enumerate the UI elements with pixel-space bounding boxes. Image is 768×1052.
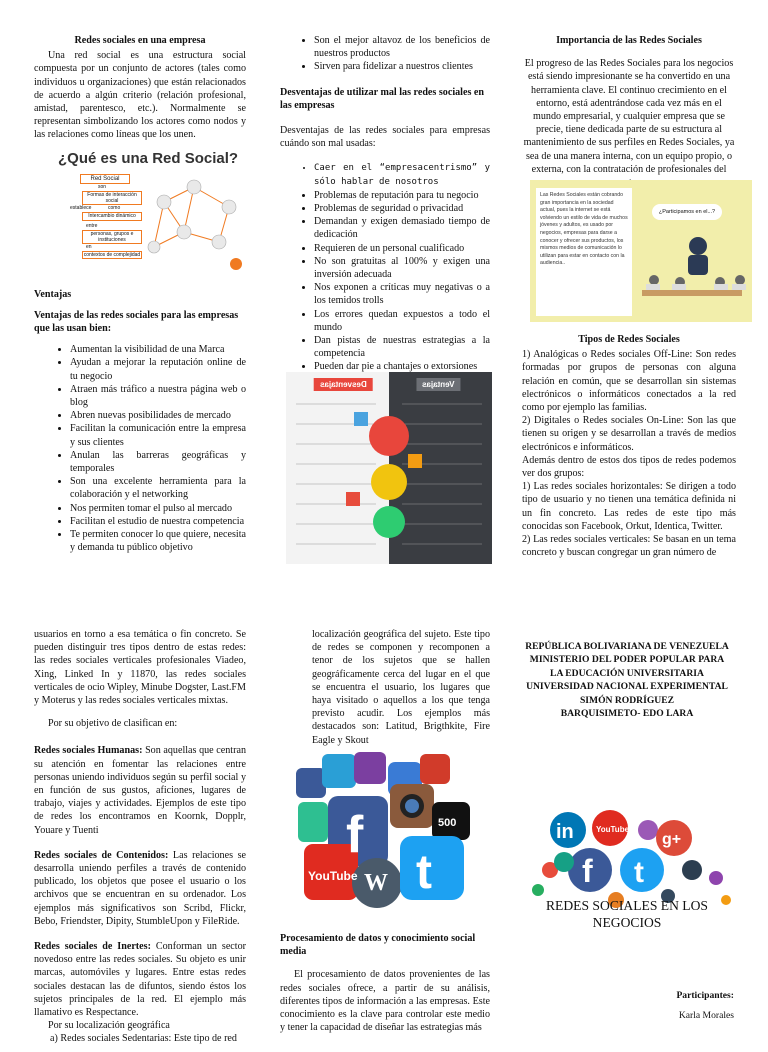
logo-facebook-text: f <box>346 806 364 864</box>
figure-label-establece: establece <box>70 204 92 211</box>
sedentarias-continuation: localización geográfica del sujeto. Este tipo de redes se componen y recomponen a tenor de los sujetos que se hallen geográficamente cerca del lugar en el que se encuentra el usuario, los lugares que haya visitado o aquellos a los que tenga previsto acudir. Los ejemplos más destacados son: Latitud, Brigthkite, Fire Eagle y Skout <box>312 629 490 746</box>
list-item: • Demandan y exigen demasiado tiempo de dedicación <box>314 215 490 241</box>
importancia-heading: Importancia de las Redes Sociales <box>556 35 702 46</box>
list-item: • Son el mejor altavoz de los beneficios de nuestros productos <box>314 34 490 60</box>
institution-line: UNIVERSIDAD NACIONAL EXPERIMENTAL <box>526 681 728 693</box>
por-objetivo: Por su objetivo de clasifican en: <box>48 718 178 730</box>
people-network-illustration <box>144 172 244 272</box>
social-media-logos-image <box>292 748 484 922</box>
list-item: • Abren nuevas posibilidades de mercado <box>70 409 246 422</box>
section-title-redes-empresa: Redes sociales en una empresa <box>74 35 206 46</box>
figure-label-entre: entre <box>86 222 98 229</box>
figure-title: ¿Qué es una Red Social? <box>58 149 239 167</box>
column-5 <box>312 628 490 753</box>
list-item: • Los errores quedan expuestos a todo el mundo <box>314 308 490 334</box>
list-item: • Dan pistas de nuestras estrategias a la competencia <box>314 334 490 360</box>
logo-500px-text: 500 <box>438 817 457 829</box>
contenidos-paragraph <box>34 849 246 928</box>
tipos-paragraph-1: 1) Analógicas o Redes sociales Off-Line: Son redes formadas por grupos de personas con alguna relación en común, que se desarrollan sin sistemas electrónicos o informáticos conectados a la red como por ejemplo las familias. <box>522 349 736 414</box>
column-1 <box>34 34 246 560</box>
figure-box-contextos: contextos de complejidad <box>83 251 141 258</box>
list-item: • Pueden dar pie a chantajes o extorsiones <box>314 360 490 373</box>
importancia-image <box>530 180 752 322</box>
logo-wordpress-text: W <box>364 870 388 896</box>
importancia-image-text: Las Redes Sociales están cobrando gran importancia en la sociedad actual, pues la internet se está volviendo un estilo de vida de muchos jóvenes y adultos, es usado por negocios, empresas para darse a conocer y ofrecer sus productos, los mismos medios de comunicación lo utilizan para estar en contacto con la audiencia.. <box>536 188 632 316</box>
humanas-paragraph <box>34 744 246 836</box>
tipos-paragraph-5: 2) Las redes sociales verticales: Se basan en un tema concreto y buscan congregar un gran número de <box>522 534 736 559</box>
list-item: • Requieren de un personal cualificado <box>314 242 490 255</box>
desventajas-list <box>280 162 490 373</box>
column-5-procesamiento <box>280 932 490 1040</box>
list-item: • Nos exponen a críticas muy negativas o a los temidos trolls <box>314 281 490 307</box>
participante-name: Karla Morales <box>678 1010 734 1021</box>
tipos-paragraph-2: 2) Digitales o Redes sociales On-Line: Son las que tienen su origen y se desarrollan a través de medios electrónicos e informáticos. <box>522 415 736 453</box>
inertes-term: Redes sociales de Inertes: <box>34 941 151 953</box>
institution-line: SIMÓN RODRÍGUEZ <box>579 694 675 706</box>
list-item: • Sirven para fidelizar a nuestros clientes <box>314 60 490 73</box>
list-item: • Son una excelente herramienta para la colaboración y el networking <box>70 475 246 501</box>
inertes-text: Conforman un sector novedoso entre las redes sociales. Su objeto es unir marcas, automóviles y lugares. Entre estas redes sociales destacan las de difuntos, siendo éstos los sujetos principales de la red. El ejemplo más llamativo es Respectance. <box>34 941 246 1019</box>
column-3-tipos <box>522 333 736 559</box>
infographic-right-label: Ventajas <box>416 378 460 391</box>
cover-title: REDES SOCIALES EN LOS NEGOCIOS <box>545 898 708 930</box>
list-item: • No son gratuitas al 100% y exigen una inversión adecuada <box>314 255 490 281</box>
cover-logo-twitter: t <box>634 856 644 889</box>
list-item: • Atraen más tráfico a nuestra página web o blog <box>70 383 246 409</box>
list-item: • Ayudan a mejorar la reputación online de tu negocio <box>70 356 246 382</box>
desventajas-intro: Desventajas de las redes sociales para empresas cuándo son mal usadas: <box>280 125 490 150</box>
contenidos-text: Las relaciones se desarrolla uniendo perfiles a través de contenido publicado, los objetos que posee el usuario o los archivos que se encuentran en su ordenador. Los ejemplos más significativos son Scribd, Flickr, Bebo, Friendster, Dipity, StumbleUpon y FileRide. <box>34 849 247 927</box>
column-3 <box>522 34 736 195</box>
figure-label-como: como <box>108 204 121 211</box>
logos-collage <box>292 748 484 922</box>
cover-logo-gplus: g+ <box>662 831 682 848</box>
localizacion-heading: Por su localización geográfica <box>48 1020 170 1032</box>
figure-box-formas: Formas de interacción social <box>82 191 142 205</box>
intro-paragraph: Una red social es una estructura social compuesta por un conjunto de actores (tales como individuos u organizaciones) que están relacionados de acuerdo a algún criterio (relación profesional, amistad, parentesco, etc.). Normalmente se representan simbolizando los actores como nodos y las relaciones como líneas que los unen. <box>34 50 246 141</box>
list-item: • Nos permiten tomar el pulso al mercado <box>70 502 246 515</box>
column-4 <box>34 628 246 1052</box>
list-item: • Te permiten conocer lo que quiere, necesita y demanda tu público objetivo <box>70 528 246 554</box>
humanas-term: Redes sociales Humanas: <box>34 745 143 757</box>
figure-box-main: Red Social <box>80 174 130 184</box>
column-6-cover <box>520 640 734 720</box>
tipos-paragraph-3: Además dentro de estos dos tipos de redes podemos ver dos grupos: <box>522 454 736 480</box>
cover-logo-facebook: f <box>582 853 593 889</box>
cover-logo-youtube: YouTube <box>596 825 630 834</box>
institution-line: LA EDUCACIÓN UNIVERSITARIA <box>550 667 704 679</box>
logo-youtube-text: YouTube <box>308 869 358 883</box>
list-item: • Problemas de reputación para tu negocio <box>314 189 490 202</box>
sedentarias-item: a) Redes sociales Sedentarias: Este tipo de red <box>50 1033 237 1045</box>
figure-label-en: en <box>86 243 92 250</box>
top-bullets <box>280 34 490 74</box>
humanas-text: Son aquellas que centran su atención en fomentar las relaciones entre personas uniendo individuos según su perfil social y en función de sus gustos, aficiones, lugares de trabajo, viajes y actividades. Ejemplos de este tipo de redes los encontramos en Koornk, Dopplr, Youare y Tuenti <box>34 745 246 836</box>
ventajas-subheading: Ventajas de las redes sociales para las empresas que las usan bien: <box>34 309 239 335</box>
desventajas-heading: Desventajas de utilizar mal las redes sociales en las empresas <box>280 86 485 111</box>
institution-block <box>520 640 734 720</box>
procesamiento-heading: Procesamiento de datos y conocimiento social media <box>280 933 476 958</box>
red-social-figure <box>34 150 246 278</box>
verticales-continuation: usuarios en torno a esa temática o fin concreto. Se pueden distinguir tres tipos dentro de estas redes: las redes sociales verticales profesionales Viadeo, Xing, Linked In y 11870, las redes sociales verticales de ocio Wipley, Minube Dogster, Last.FM y Moterus y las redes sociales verticales mixtas. <box>34 629 246 707</box>
contenidos-term: Redes sociales de Contenidos: <box>34 849 169 861</box>
image-speech-bubble: ¿Participamos en el...? <box>652 204 722 220</box>
list-item: • Facilitan el estudio de nuestra competencia <box>70 515 246 528</box>
figure-label-son: son <box>98 183 107 190</box>
figure-box-intercambio: Intercambio dinámico <box>82 212 142 221</box>
figure-box-personas: personas, grupos e instituciones <box>82 230 142 244</box>
list-item: • Caer en el “empresacentrismo” y sólo hablar de nosotros <box>314 162 490 188</box>
column-2 <box>280 34 490 384</box>
institution-line: MINISTERIO DEL PODER POPULAR PARA <box>529 654 725 666</box>
ventajas-desventajas-infographic <box>286 372 492 564</box>
importancia-paragraph: El progreso de las Redes Sociales para los negocios está siendo impresionante se ha convertido en una herramienta clave. El continuo crecimiento en el entorno, está adentrándose cada vez más en el mundo empresarial, y cualquier empresa que se precie, tiene dedicada parte de su estructura al mantenimiento de sus perfiles en Redes Sociales, ya sea de una manera interna, con un equipo propio, o externa, con la contratación de profesionales del <box>523 58 735 175</box>
institution-line: REPÚBLICA BOLIVARIANA DE VENEZUELA <box>525 641 729 652</box>
tipos-heading: Tipos de Redes Sociales <box>578 334 680 345</box>
list-item: • Facilitan la comunicación entre la empresa y sus clientes <box>70 422 246 448</box>
tipos-paragraph-4: 1) Las redes sociales horizontales: Se dirigen a todo tipo de usuario y no tienen una temática definida ni un fin concreto. Las redes de este tipo más conocidas son Facebook, Orkut, Identica, Twitter. <box>522 481 736 532</box>
list-item: • Problemas de seguridad o privacidad <box>314 202 490 215</box>
procesamiento-paragraph: El procesamiento de datos provenientes de las redes sociales ofrece, a partir de su análisis, diferentes tipos de información a las empresas. Este conocimiento es la clave para controlar este medio y tener la capacidad de diseñar las estrategias más <box>280 969 490 1034</box>
ventajas-list <box>34 343 246 554</box>
ventajas-heading: Ventajas <box>34 288 72 300</box>
list-item: • Anulan las barreras geográficas y temporales <box>70 449 246 475</box>
participantes-label: Participantes: <box>676 990 734 1001</box>
inertes-paragraph <box>34 940 246 1019</box>
list-item: • Aumentan la visibilidad de una Marca <box>70 343 246 356</box>
logo-twitter-text: t <box>416 846 432 899</box>
cover-logo-linkedin: in <box>556 821 574 843</box>
infographic-left-label: Desventajas <box>314 378 373 391</box>
meeting-illustration <box>632 224 752 320</box>
institution-line: BARQUISIMETO- EDO LARA <box>560 708 694 720</box>
infographic-rows <box>286 372 492 564</box>
